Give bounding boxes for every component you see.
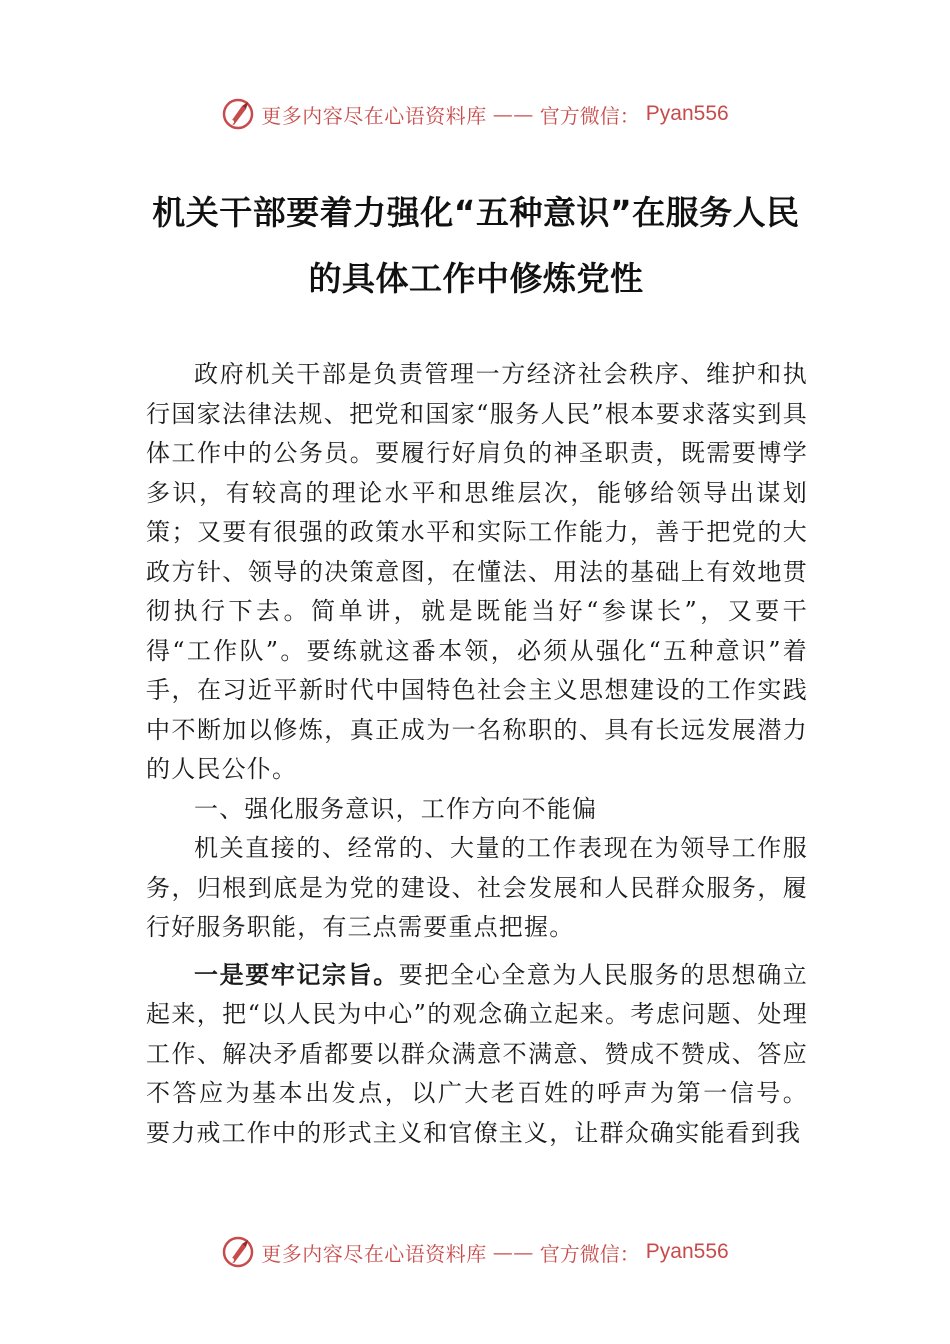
intro-paragraph: 政府机关干部是负责管理一方经济社会秩序、维护和执行国家法律法规、把党和国家“服务人民”根本要求落实到具体工作中的公务员。要履行好肩负的神圣职责，既需要博学多识，有较高的理论水平和思维层次，能够给领导出谋划策；又要有很强的政策水平和实际工作能力，善于把党的大政方针、领导的决策意图，在懂法、用法的基础上有效地贯彻执行下去。简单讲，就是既能当好“参谋长”，又要干得“工作队”。要练就这番本领，必须从强化“五种意识”着手，在习近平新时代中国特色社会主义思想建设的工作实践中不断加以修炼，真正成为一名称职的、具有长远发展潜力的人民公仆。 — [146, 360, 808, 783]
banner-separator: —— — [492, 102, 534, 126]
banner-separator: —— — [492, 1240, 534, 1264]
header-banner — [0, 92, 950, 136]
section-heading: 一、强化服务意识，工作方向不能偏 — [194, 794, 598, 823]
quill-pen-logo-icon — [221, 97, 255, 131]
point-one-lead: 一是要牢记宗旨。 — [194, 960, 399, 989]
section-intro-paragraph: 机关直接的、经常的、大量的工作表现在为领导工作服务，归根到底是为党的建设、社会发展和人民群众服务，履行好服务职能，有三点需要重点把握。 — [146, 834, 808, 941]
banner-wechat-id: Pyan556 — [645, 1240, 729, 1263]
banner-site-text: 更多内容尽在心语资料库 — [261, 1241, 487, 1266]
banner-site-text: 更多内容尽在心语资料库 — [261, 103, 487, 128]
document-title: 机关干部要着力强化“五种意识”在服务人民的具体工作中修炼党性 — [152, 193, 800, 298]
point-one-body: 要把全心全意为人民服务的思想确立起来，把“以人民为中心”的观念确立起来。考虑问题、处理工作、解决矛盾都要以群众满意不满意、赞成不赞成、答应不答应为基本出发点，以广大老百姓的呼声为第一信号。 要力戒工作中的形式主义和官僚主义，让群众确实能看到我 — [146, 960, 808, 1147]
banner-wechat-label: 官方微信： — [539, 103, 640, 128]
document-body — [146, 355, 808, 1153]
quill-pen-logo-icon — [221, 1235, 255, 1269]
point-one-paragraph — [146, 956, 808, 1154]
footer-banner — [0, 1230, 950, 1274]
banner-wechat-id: Pyan556 — [645, 102, 729, 125]
banner-wechat-label: 官方微信： — [539, 1241, 640, 1266]
